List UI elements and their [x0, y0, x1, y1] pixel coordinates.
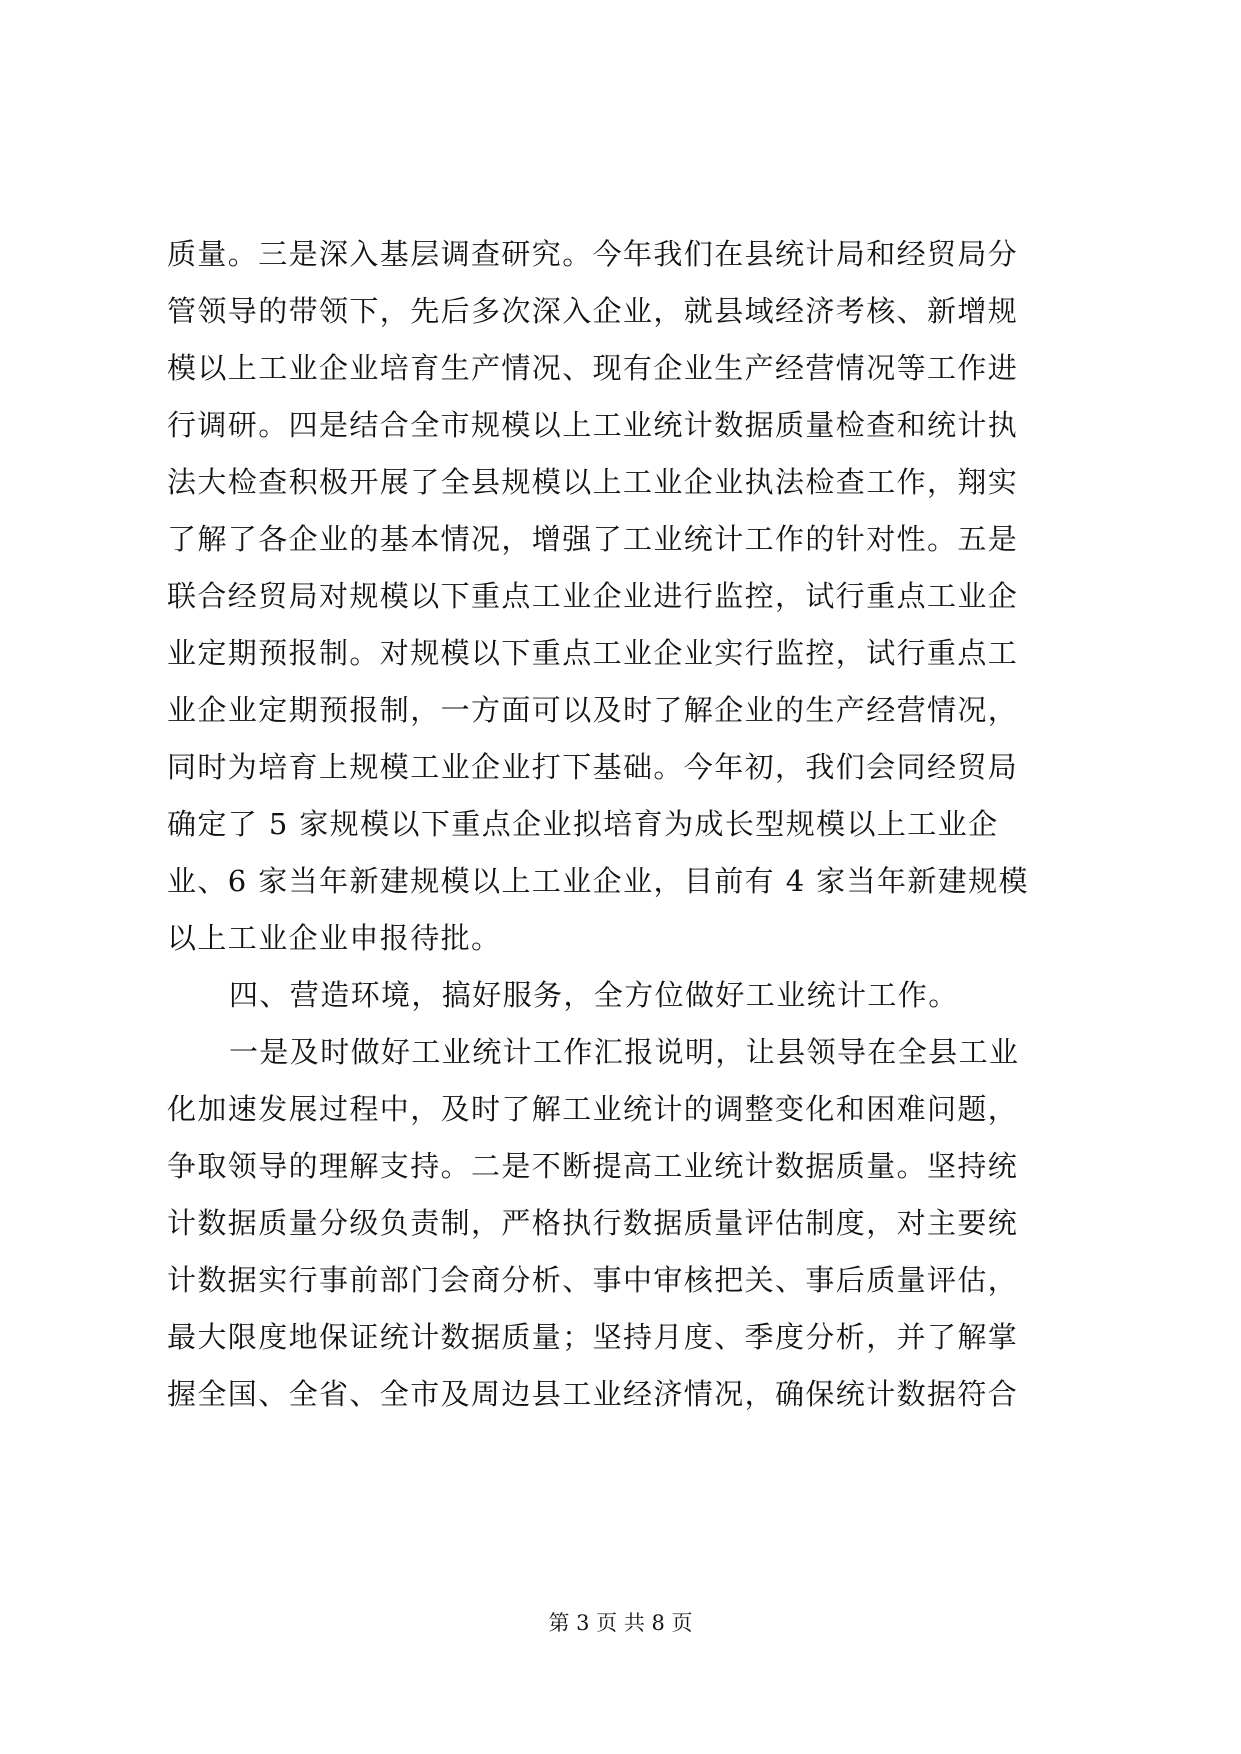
text-line: 业企业定期预报制，一方面可以及时了解企业的生产经营情况，	[167, 693, 1019, 727]
text-line: 模以上工业企业培育生产情况、现有企业生产经营情况等工作进	[167, 351, 1019, 385]
text-line: 一是及时做好工业统计工作汇报说明，让县领导在全县工业	[229, 1035, 1020, 1069]
text-line: 争取领导的理解支持。二是不断提高工业统计数据质量。坚持统	[167, 1149, 1019, 1183]
text-line: 业定期预报制。对规模以下重点工业企业实行监控，试行重点工	[167, 636, 1019, 670]
text-line: 行调研。四是结合全市规模以上工业统计数据质量检查和统计执	[167, 408, 1019, 442]
text-line: 计数据实行事前部门会商分析、事中审核把关、事后质量评估，	[167, 1263, 1019, 1297]
body-text	[167, 226, 1089, 1423]
text-line: 法大检查积极开展了全县规模以上工业企业执法检查工作，翔实	[167, 465, 1019, 499]
section-heading: 四、营造环境，搞好服务，全方位做好工业统计工作。	[229, 978, 959, 1012]
text-line: 化加速发展过程中，及时了解工业统计的调整变化和困难问题，	[167, 1092, 1019, 1126]
text-line: 计数据质量分级负责制，严格执行数据质量评估制度，对主要统	[167, 1206, 1019, 1240]
text-line: 以上工业企业申报待批。	[167, 921, 502, 955]
text-line: 最大限度地保证统计数据质量；坚持月度、季度分析，并了解掌	[167, 1320, 1019, 1354]
text-line: 业、6 家当年新建规模以上工业企业，目前有 4 家当年新建规模	[167, 864, 1029, 898]
text-line: 同时为培育上规模工业企业打下基础。今年初，我们会同经贸局	[167, 750, 1019, 784]
text-line: 管领导的带领下，先后多次深入企业，就县域经济考核、新增规	[167, 294, 1019, 328]
text-line: 握全国、全省、全市及周边县工业经济情况，确保统计数据符合	[167, 1377, 1019, 1411]
page-footer: 第 3 页 共 8 页	[548, 1611, 693, 1635]
text-line: 质量。三是深入基层调查研究。今年我们在县统计局和经贸局分	[167, 237, 1019, 271]
text-line: 确定了 5 家规模以下重点企业拟培育为成长型规模以上工业企	[167, 807, 999, 841]
text-line: 了解了各企业的基本情况，增强了工业统计工作的针对性。五是	[167, 522, 1019, 556]
text-line: 联合经贸局对规模以下重点工业企业进行监控，试行重点工业企	[167, 579, 1019, 613]
